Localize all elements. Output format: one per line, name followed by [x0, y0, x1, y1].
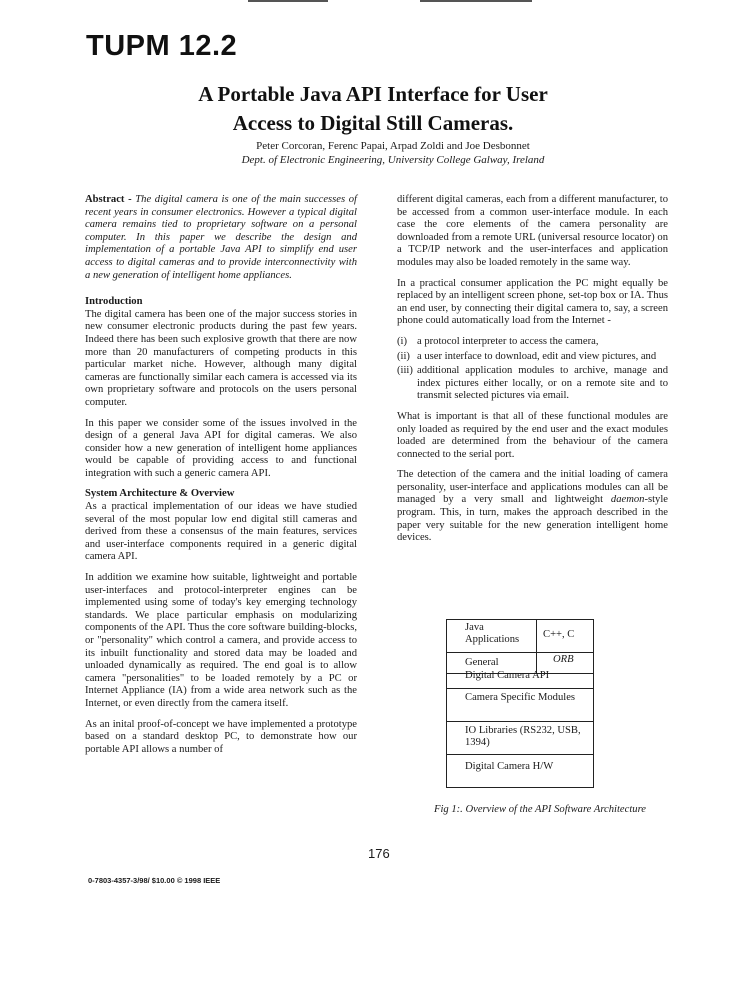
java-applications-label: Java Applications	[465, 622, 520, 645]
digital-camera-api-box	[446, 667, 594, 689]
abstract-text: The digital camera is one of the main successes of recent years in consumer electronics. However a typical digital camera remains tied to proprietary software on a personal computer. In this paper we describe the design and implementation of a portable Java API to simplify end user access to digital cameras and to provide interconnectivity with a new generation of intelligent home appliances.	[85, 194, 357, 281]
top-rule-right	[420, 0, 532, 2]
intro-heading: Introduction	[85, 296, 143, 308]
left-column	[85, 194, 357, 764]
paper-title	[150, 80, 596, 138]
architecture-paragraph-2: In addition we examine how suitable, lightweight and portable user-interfaces and protocol-interpreter engines can be implemented using some of today's key emerging technology standards. We place particular emphasis on modularizing components of the API. Thus the core software building-blocks, or "personality" which control a camera, and provide access to its inbuilt functionality and stored data may be loaded and unloaded dynamically as required. The end goal is to allow camera "personalities" to be loaded remotely by a PC or Internet Appliance (IA) from a wide area network such as the Internet, or even directly from the camera itself.	[85, 572, 357, 709]
abstract-label: Abstract -	[85, 194, 132, 205]
list-item	[397, 336, 668, 349]
hardware-box	[446, 754, 594, 788]
list-item	[397, 351, 668, 364]
figure-caption: Fig 1:. Overview of the API Software Architecture	[433, 804, 647, 815]
general-label: General	[465, 657, 499, 668]
list-item-label: (iii)	[397, 365, 413, 377]
list-item-text: additional application modules to archive, manage and index pictures either locally, or on a remote site and to transmit selected pictures via email.	[417, 365, 668, 402]
title-line-1: A Portable Java API Interface for User	[198, 82, 548, 106]
architecture-paragraph-1: As a practical implementation of our ideas we have studied several of the most popular low end digital still cameras and derived from these a consensus of the main features, services and user-interface components required in a generic digital camera API.	[85, 501, 357, 563]
right-paragraph-4	[397, 469, 668, 545]
intro-paragraph-1: The digital camera has been one of the major success stories in new consumer electronic products during the past few years. Indeed there has been such explosive growth that there are now more than 20 manufacturers of competing products in this particular market niche. However, although many digital cameras are functionally similar each camera is accessed via its own proprietary software and protocols on the users personal computer.	[85, 308, 357, 408]
page-number: 176	[368, 846, 390, 861]
authors: Peter Corcoran, Ferenc Papai, Arpad Zoldi and Joe Desbonnet	[256, 140, 530, 152]
session-code: TUPM 12.2	[86, 30, 238, 62]
list-item-label: (i)	[397, 335, 407, 347]
right-paragraph-1: different digital cameras, each from a different manufacturer, to be accessed from a common user-interface module. In each case the core elements of the camera personality are downloaded from a remote URL (universal resource locator) on a TCP/IP network and the user-interfaces and application modules may also be loaded remotely in the same way.	[397, 194, 668, 268]
io-libraries-box	[446, 721, 594, 755]
architecture-paragraph-3: As an inital proof-of-concept we have implemented a prototype based on a standard desktop PC, to demonstrate how our portable API allows a number of	[85, 718, 357, 755]
top-rule-left	[248, 0, 328, 2]
digital-camera-api-label: Digital Camera API	[465, 670, 550, 681]
affiliation: Dept. of Electronic Engineering, University College Galway, Ireland	[241, 154, 545, 166]
right-paragraph-4-end: -style program. This, in turn, makes the approach described in the paper very suitable for the new generation intelligent home devices.	[397, 494, 668, 544]
io-libraries-label: IO Libraries (RS232, USB, 1394)	[465, 725, 581, 748]
copyright-line: 0-7803-4357-3/98/ $10.00 © 1998 IEEE	[88, 876, 221, 885]
hardware-label: Digital Camera H/W	[465, 761, 554, 772]
right-column	[397, 194, 668, 553]
list-item-text: a protocol interpreter to access the camera,	[417, 335, 599, 347]
list-item-label: (ii)	[397, 350, 410, 362]
architecture-heading: System Architecture & Overview	[85, 488, 235, 500]
list-item-text: a user interface to download, edit and view pictures, and	[417, 350, 657, 362]
cpp-label: C++, C	[543, 629, 575, 640]
daemon-term: daemon	[610, 494, 645, 506]
function-list	[397, 336, 668, 403]
camera-specific-label: Camera Specific Modules	[465, 692, 576, 703]
right-paragraph-3: What is important is that all of these functional modules are only loaded as required by the end user and the exact modules loaded are determined from the behaviour of the camera connected to the serial port.	[397, 410, 668, 460]
intro-paragraph-2: In this paper we consider some of the issues involved in the design of a general Java API for digital cameras. We also consider how a new generation of intelligent home appliances would be capable of providing access to and functional integration with such a generic camera API.	[85, 417, 357, 479]
orb-label: ORB	[553, 654, 574, 665]
camera-specific-box	[446, 688, 594, 722]
list-item	[397, 365, 668, 403]
java-applications-box	[446, 619, 537, 653]
architecture-diagram	[446, 619, 594, 788]
right-paragraph-4-start: The detection of the camera and the initial loading of camera personality, user-interface and applications modules can all be managed by a very small and lightweight	[397, 469, 668, 506]
abstract	[85, 194, 357, 282]
cpp-box	[536, 619, 594, 653]
title-line-2: Access to Digital Still Cameras.	[232, 111, 514, 135]
right-paragraph-2: In a practical consumer application the PC might equally be replaced by an intelligent screen phone, set-top box or IA. Thus an end user, by connecting their digital camera to, say, a screen phone could automatically load from the Internet -	[397, 277, 668, 327]
